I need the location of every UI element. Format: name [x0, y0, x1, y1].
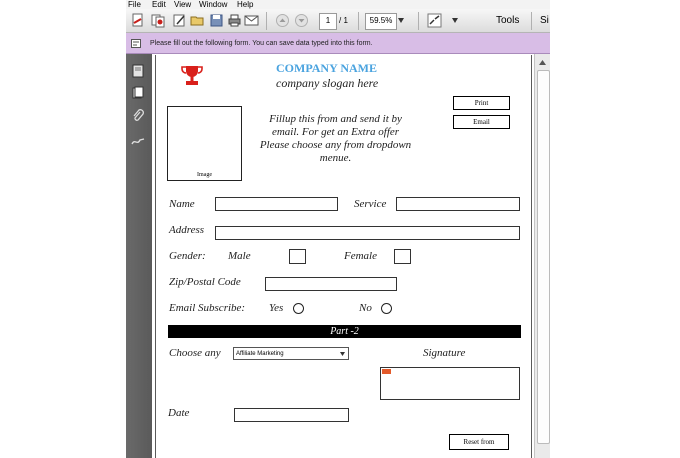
subscribe-label: Email Subscribe: — [169, 302, 246, 314]
bookmarks-icon[interactable] — [131, 86, 145, 100]
service-label: Service — [354, 198, 387, 210]
service-input[interactable] — [396, 197, 520, 211]
page-total: / 1 — [339, 16, 348, 25]
toolbar-separator — [418, 12, 419, 30]
scroll-up-icon[interactable] — [539, 60, 546, 65]
previous-page-icon[interactable] — [275, 13, 290, 28]
name-label: Name — [169, 198, 195, 210]
menu-bar — [126, 0, 550, 9]
combine-files-icon[interactable] — [151, 13, 166, 28]
zip-input[interactable] — [265, 277, 397, 291]
company-slogan: company slogan here — [276, 76, 379, 90]
company-name: COMPANY NAME — [276, 61, 377, 75]
male-label: Male — [228, 250, 251, 262]
signature-label: Signature — [423, 347, 466, 359]
reset-button[interactable]: Reset from — [449, 434, 509, 450]
image-label: Image — [197, 172, 212, 178]
signatures-icon[interactable] — [131, 134, 145, 148]
read-mode-dropdown-icon[interactable] — [452, 18, 458, 23]
create-pdf-icon[interactable] — [130, 13, 145, 28]
print-button[interactable]: Print — [453, 96, 510, 110]
choose-dropdown-chevron-icon — [340, 352, 345, 356]
attachments-icon[interactable] — [131, 109, 145, 123]
female-checkbox[interactable] — [394, 249, 411, 264]
page-thumbnails-icon[interactable] — [131, 64, 145, 78]
zip-label: Zip/Postal Code — [169, 276, 241, 288]
menu-file[interactable]: File — [128, 0, 141, 9]
toolbar — [126, 9, 550, 33]
address-input[interactable] — [215, 226, 520, 240]
next-page-icon[interactable] — [294, 13, 309, 28]
zoom-dropdown-icon[interactable] — [398, 18, 404, 23]
email-icon[interactable] — [244, 13, 259, 28]
print-icon[interactable] — [227, 13, 242, 28]
toolbar-separator — [531, 12, 532, 30]
name-input[interactable] — [215, 197, 338, 211]
menu-window[interactable]: Window — [199, 0, 228, 9]
form-notice-text: Please fill out the following form. You can save data typed into this form. — [150, 40, 373, 47]
gender-label: Gender: — [169, 250, 206, 262]
trophy-icon — [181, 65, 203, 87]
choose-dropdown[interactable] — [233, 347, 349, 360]
form-fields-icon — [131, 39, 141, 48]
save-icon[interactable] — [209, 13, 224, 28]
part-2-header: Part -2 — [168, 325, 521, 338]
menu-view[interactable]: View — [174, 0, 192, 9]
image-placeholder — [167, 106, 242, 181]
navigation-pane — [126, 54, 152, 458]
email-button[interactable]: Email — [453, 115, 510, 129]
read-mode-icon[interactable] — [427, 13, 442, 28]
edit-document-icon[interactable] — [172, 13, 187, 28]
no-label: No — [359, 302, 372, 314]
form-notice-bar — [126, 33, 550, 54]
menu-edit[interactable]: Edit — [152, 0, 166, 9]
scroll-thumb[interactable] — [537, 70, 550, 444]
subscribe-yes-radio[interactable] — [293, 303, 304, 314]
yes-label: Yes — [269, 302, 284, 314]
male-checkbox[interactable] — [289, 249, 306, 264]
date-input[interactable] — [234, 408, 349, 422]
female-label: Female — [344, 250, 377, 262]
subscribe-no-radio[interactable] — [381, 303, 392, 314]
signature-field[interactable] — [380, 367, 520, 400]
form-instructions: Fillup this from and send it by email. For get an Extra offer Please choose any from dropdown menue. — [259, 113, 412, 164]
signature-marker-icon — [382, 369, 391, 374]
open-folder-icon[interactable] — [190, 13, 205, 28]
zoom-input[interactable]: 59.5% — [365, 13, 397, 30]
sign-button[interactable]: Si — [540, 15, 549, 26]
choose-label: Choose any — [169, 347, 221, 359]
choose-dropdown-value: Affiliate Marketing — [236, 351, 284, 357]
toolbar-separator — [266, 12, 267, 30]
pdf-page — [155, 55, 532, 458]
date-label: Date — [168, 407, 190, 419]
vertical-scrollbar[interactable] — [534, 54, 550, 458]
menu-help[interactable]: Help — [237, 0, 254, 9]
toolbar-separator — [358, 12, 359, 30]
tools-button[interactable]: Tools — [496, 15, 520, 26]
address-label: Address — [169, 224, 205, 236]
page-number-input[interactable]: 1 — [319, 13, 337, 30]
